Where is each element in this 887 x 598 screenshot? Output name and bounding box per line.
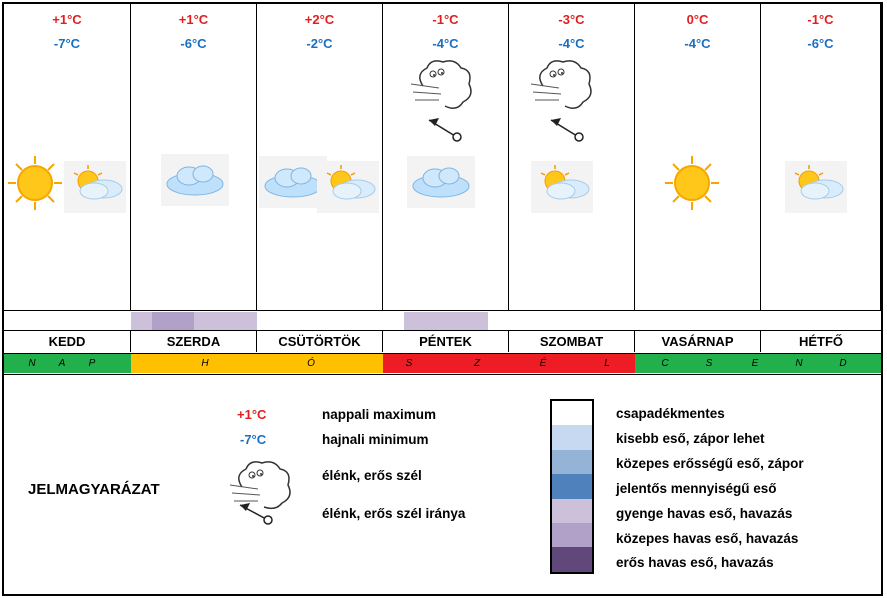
day-column-csutortok bbox=[257, 4, 383, 310]
precip-segment bbox=[404, 312, 488, 330]
min-temp: -4°C bbox=[684, 36, 711, 51]
scale-label: jelentős mennyiségű eső bbox=[616, 481, 777, 496]
scale-swatch bbox=[552, 401, 592, 425]
day-column-vasarnap bbox=[635, 4, 761, 310]
legend-max-sample: +1°C bbox=[237, 407, 267, 422]
day-column-kedd bbox=[4, 4, 131, 310]
day-label: KEDD bbox=[4, 331, 131, 352]
band-letter: S bbox=[405, 358, 413, 369]
day-column-pentek bbox=[383, 4, 509, 310]
wind-icon bbox=[409, 56, 477, 116]
band-letter: A bbox=[58, 358, 66, 369]
partly-cloudy-icon bbox=[785, 161, 847, 213]
min-temp: -6°C bbox=[807, 36, 834, 51]
band-letter: P bbox=[88, 358, 96, 369]
band-letter: E bbox=[751, 358, 759, 369]
band-letter: H bbox=[201, 358, 209, 369]
legend-wind-direction-label: élénk, erős szél iránya bbox=[322, 506, 466, 521]
scale-swatch bbox=[552, 523, 592, 547]
day-column-szombat bbox=[509, 4, 635, 310]
band-letter: Ó bbox=[307, 358, 315, 369]
scale-label: erős havas eső, havazás bbox=[616, 555, 774, 570]
max-temp: +2°C bbox=[304, 12, 335, 27]
scale-label: gyenge havas eső, havazás bbox=[616, 506, 793, 521]
day-column-hetfo bbox=[761, 4, 881, 310]
partly-cloudy-icon bbox=[317, 161, 379, 213]
partly-cloudy-icon bbox=[64, 161, 126, 213]
cloud-icon bbox=[161, 154, 229, 206]
legend-title: JELMAGYARÁZAT bbox=[28, 481, 160, 498]
min-temp: -2°C bbox=[306, 36, 333, 51]
max-temp: -1°C bbox=[807, 12, 834, 27]
precip-segment bbox=[131, 312, 152, 330]
scale-swatch bbox=[552, 547, 592, 571]
band-letter: S bbox=[705, 358, 713, 369]
scale-label: csapadékmentes bbox=[616, 406, 725, 421]
day-column-szerda bbox=[131, 4, 257, 310]
wind-icon bbox=[529, 56, 597, 116]
band-letter: N bbox=[795, 358, 803, 369]
wind-direction-icon bbox=[236, 499, 276, 529]
max-temp: +1°C bbox=[52, 12, 82, 27]
legend-wind-label: élénk, erős szél bbox=[322, 468, 422, 483]
min-temp: -4°C bbox=[432, 36, 459, 51]
sun-icon bbox=[663, 154, 721, 212]
precipitation-band bbox=[4, 310, 881, 330]
min-temp: -6°C bbox=[180, 36, 207, 51]
scale-swatch bbox=[552, 425, 592, 449]
scale-swatch bbox=[552, 450, 592, 474]
day-label: HÉTFŐ bbox=[798, 334, 844, 349]
precip-segment bbox=[152, 312, 194, 330]
weather-segment-csend bbox=[635, 354, 881, 373]
weather-segment-szel bbox=[383, 354, 635, 373]
day-label: PÉNTEK bbox=[383, 331, 509, 352]
forecast-table bbox=[2, 2, 883, 596]
precip-segment bbox=[194, 312, 257, 330]
day-name-row bbox=[4, 330, 881, 354]
sun-icon bbox=[6, 154, 64, 212]
precipitation-scale bbox=[550, 399, 594, 574]
partly-cloudy-icon bbox=[531, 161, 593, 213]
band-letter: L bbox=[604, 358, 610, 369]
day-label: VASÁRNAP bbox=[635, 331, 761, 352]
legend-min-sample: -7°C bbox=[240, 432, 267, 447]
band-letter: Z bbox=[473, 358, 481, 369]
wind-direction-icon bbox=[547, 114, 587, 144]
scale-label: közepes erősségű eső, zápor bbox=[616, 456, 804, 471]
day-label: SZERDA bbox=[131, 331, 257, 352]
scale-swatch bbox=[552, 474, 592, 498]
weather-type-band bbox=[4, 354, 881, 375]
scale-label: közepes havas eső, havazás bbox=[616, 531, 799, 546]
max-temp: 0°C bbox=[686, 12, 709, 27]
max-temp: +1°C bbox=[178, 12, 209, 27]
legend bbox=[4, 375, 881, 594]
legend-max-label: nappali maximum bbox=[322, 407, 437, 422]
band-letter: É bbox=[539, 358, 547, 369]
weather-segment-nap bbox=[4, 354, 131, 373]
band-letter: D bbox=[839, 358, 847, 369]
scale-swatch bbox=[552, 499, 592, 523]
max-temp: -3°C bbox=[558, 12, 585, 27]
wind-direction-icon bbox=[425, 114, 465, 144]
cloud-icon bbox=[407, 156, 475, 208]
day-label: SZOMBAT bbox=[509, 331, 635, 352]
min-temp: -4°C bbox=[558, 36, 585, 51]
day-label: CSÜTÖRTÖK bbox=[257, 331, 383, 352]
min-temp: -7°C bbox=[53, 36, 81, 51]
band-letter: N bbox=[28, 358, 36, 369]
scale-label: kisebb eső, zápor lehet bbox=[616, 431, 765, 446]
max-temp: -1°C bbox=[432, 12, 459, 27]
legend-min-label: hajnali minimum bbox=[322, 432, 429, 447]
band-letter: C bbox=[661, 358, 669, 369]
weather-segment-ho bbox=[131, 354, 383, 373]
